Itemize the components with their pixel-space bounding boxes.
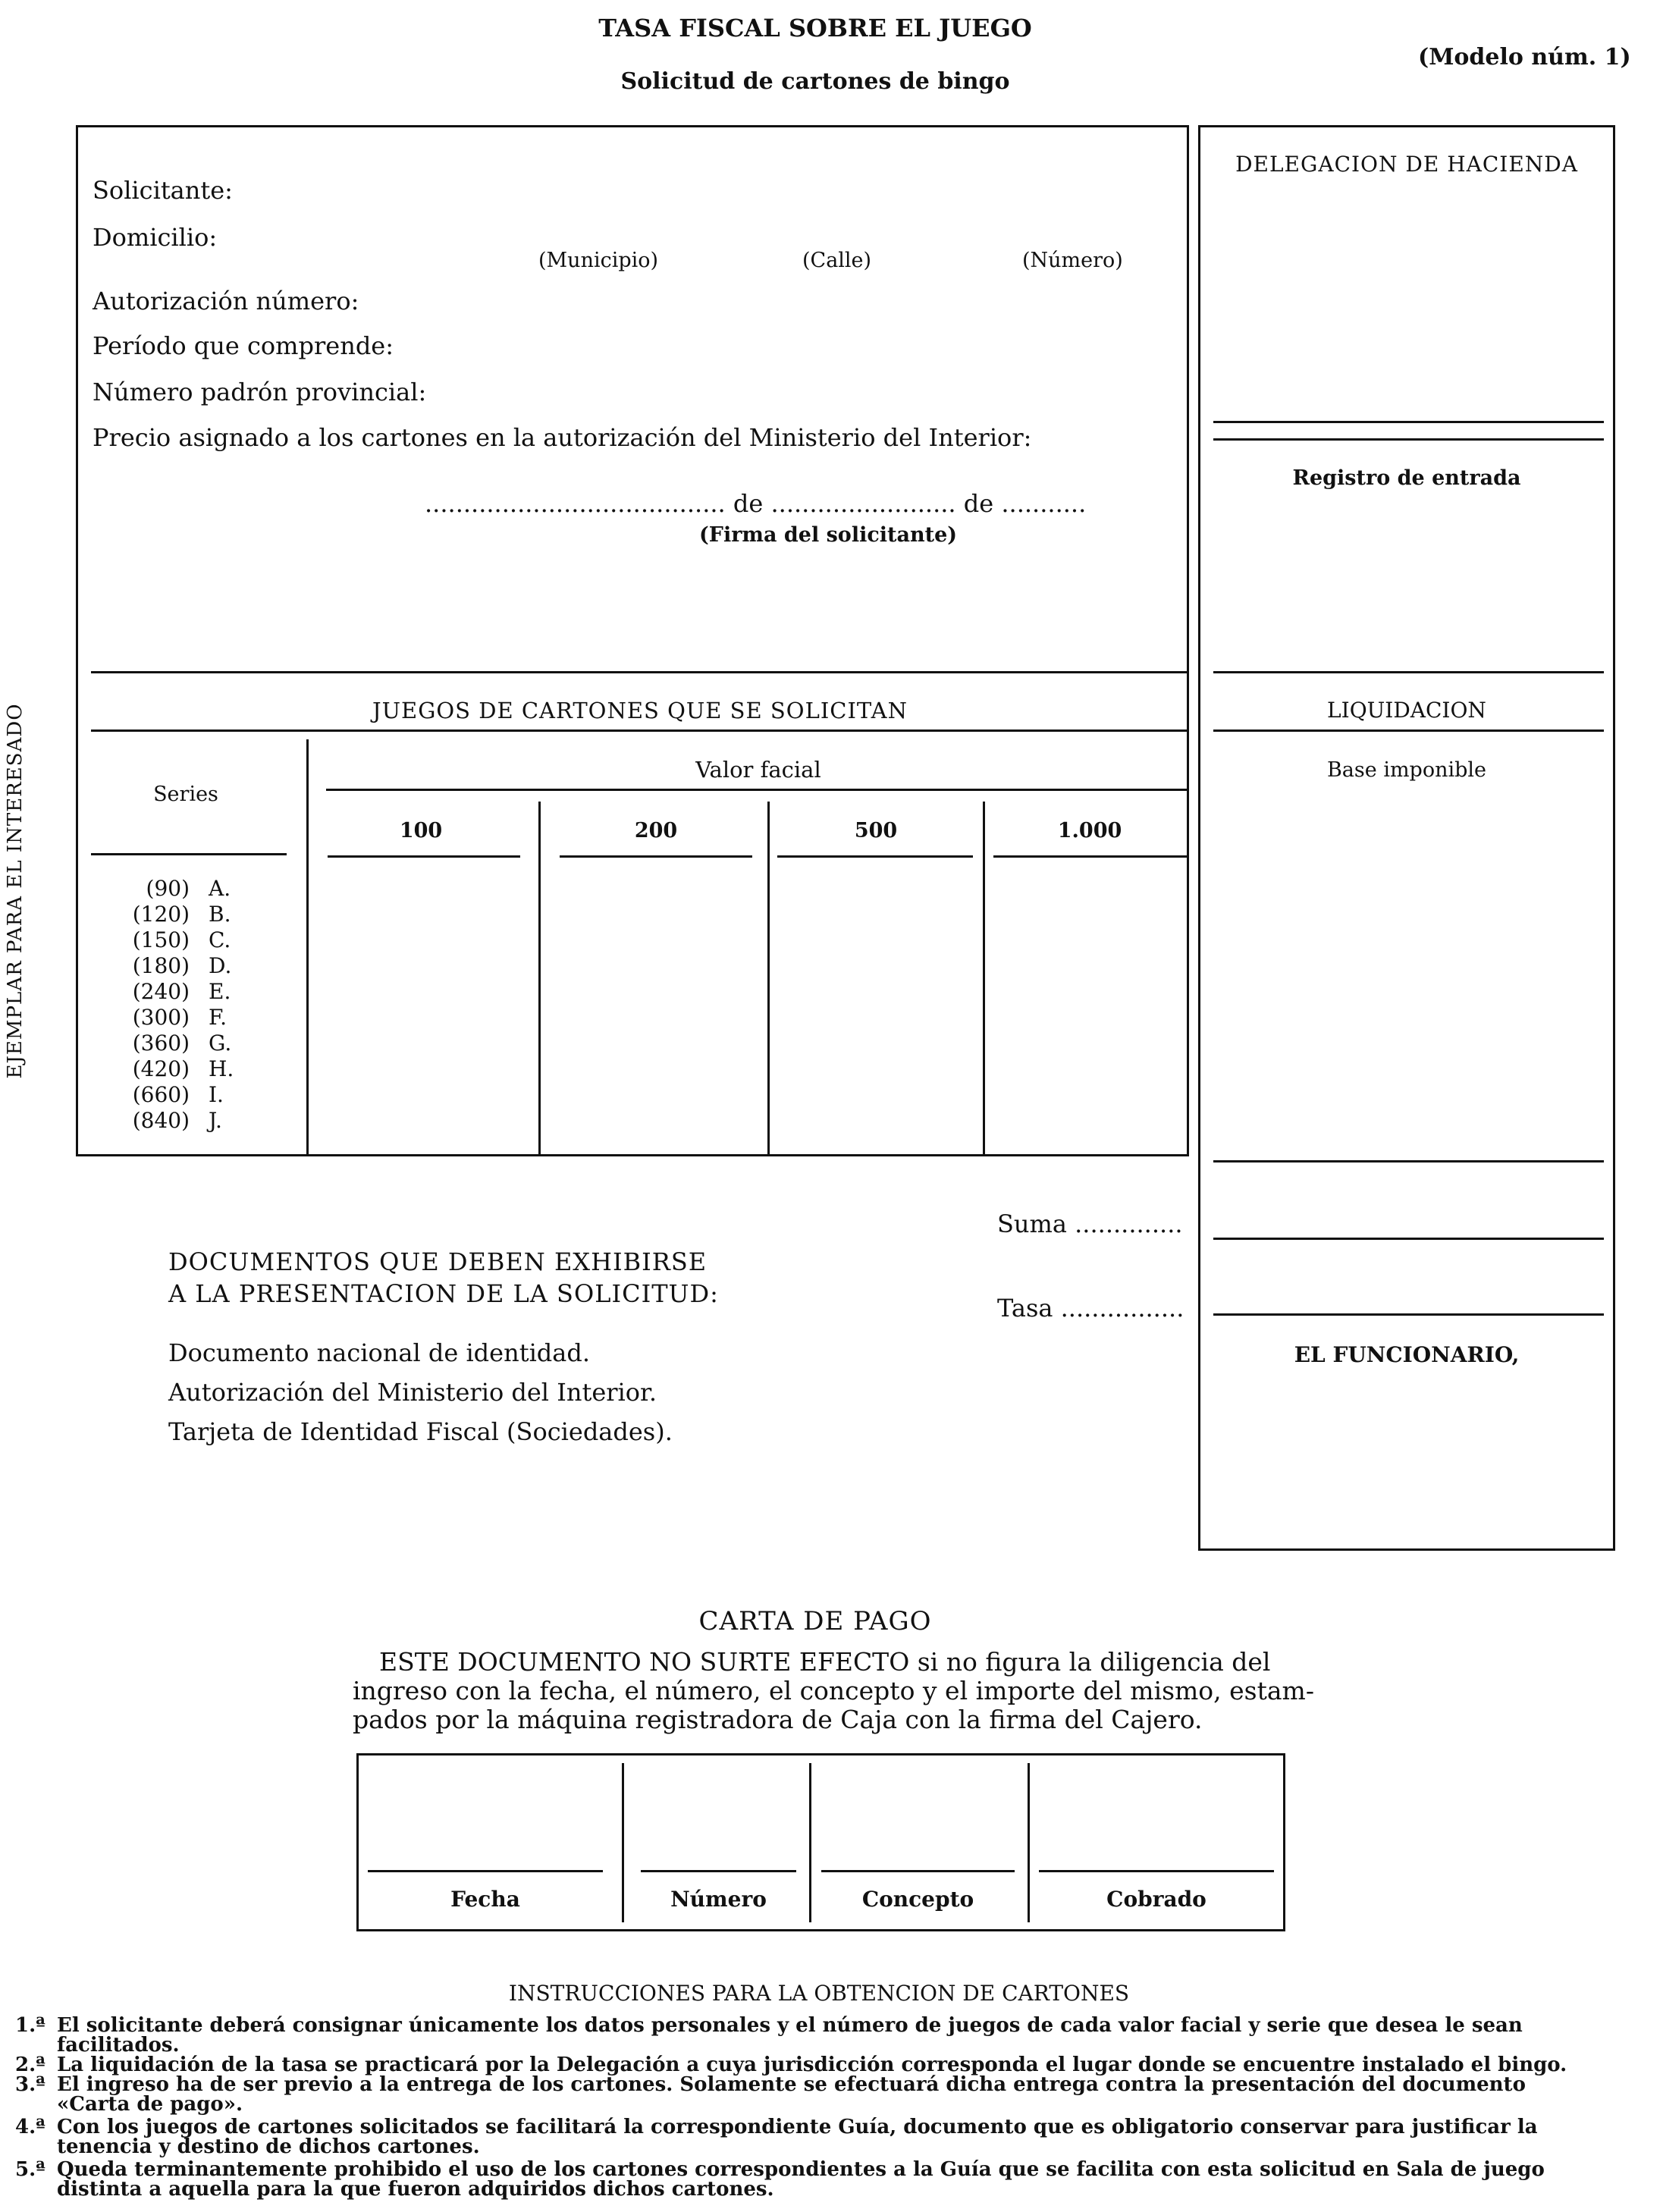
column-divider	[538, 802, 541, 1155]
numero-label: Número	[670, 1887, 767, 1912]
instruction-item	[15, 2016, 1646, 2055]
instruction-item	[15, 2075, 1646, 2114]
instruction-number: 5.ª	[15, 2158, 45, 2181]
series-row	[106, 1005, 243, 1031]
carta-text: pados por la máquina registradora de Caja con la firma del Cajero.	[353, 1705, 1203, 1734]
value-header: 100	[399, 819, 443, 842]
concepto-label: Concepto	[861, 1887, 974, 1912]
series-row	[106, 979, 243, 1005]
cobrado-label: Cobrado	[1106, 1887, 1206, 1912]
model-number: (Modelo núm. 1)	[1418, 44, 1631, 71]
municipio-caption: (Municipio)	[538, 249, 659, 272]
instruction-number: 2.ª	[15, 2054, 45, 2076]
form-subtitle: Solicitud de cartones de bingo	[620, 68, 1010, 95]
instruction-number: 3.ª	[15, 2073, 45, 2096]
series-letter: I.	[209, 1082, 224, 1107]
divider	[641, 1870, 796, 1872]
suma-line: Suma ..............	[997, 1210, 1183, 1238]
documento-item: Tarjeta de Identidad Fiscal (Sociedades).	[168, 1417, 673, 1446]
divider	[993, 855, 1188, 858]
instrucciones-heading: INSTRUCCIONES PARA LA OBTENCION DE CARTONES	[508, 1981, 1130, 2006]
value-header: 500	[854, 819, 898, 842]
divider	[91, 853, 287, 855]
series-number: (120)	[132, 902, 190, 927]
carta-text: ESTE DOCUMENTO NO SURTE EFECTO si no figura la diligencia del	[379, 1647, 1271, 1677]
series-number: (840)	[132, 1108, 190, 1133]
series-row	[106, 1082, 243, 1108]
padron-label: Número padrón provincial:	[93, 378, 427, 406]
numero-caption: (Número)	[1022, 249, 1123, 272]
instruction-number: 1.ª	[15, 2014, 45, 2037]
side-label: EJEMPLAR PARA EL INTERESADO	[4, 703, 27, 1079]
documento-item: Documento nacional de identidad.	[168, 1338, 591, 1367]
precio-label: Precio asignado a los cartones en la autorización del Ministerio del Interior:	[93, 423, 1032, 452]
series-row	[106, 927, 243, 953]
valor-facial-label: Valor facial	[695, 757, 821, 783]
series-letter: B.	[209, 902, 231, 927]
divider	[777, 855, 973, 858]
documentos-heading: DOCUMENTOS QUE DEBEN EXHIBIRSE	[168, 1247, 708, 1276]
series-divider	[306, 739, 309, 1155]
firma-caption: (Firma del solicitante)	[699, 523, 958, 547]
series-number: (240)	[132, 979, 190, 1004]
divider	[368, 1870, 603, 1872]
divider	[1213, 1160, 1604, 1162]
series-number: (420)	[132, 1056, 190, 1081]
column-divider	[622, 1763, 624, 1922]
instruction-item	[15, 2055, 1646, 2075]
autorizacion-label: Autorización número:	[93, 287, 359, 315]
form-title: TASA FISCAL SOBRE EL JUEGO	[598, 14, 1032, 42]
series-row	[106, 876, 243, 902]
value-header: 200	[634, 819, 678, 842]
applicant-box	[76, 125, 1189, 1156]
series-row	[106, 1108, 243, 1134]
documentos-heading: A LA PRESENTACION DE LA SOLICITUD:	[168, 1279, 719, 1308]
carta-text: ingreso con la fecha, el número, el concepto y el importe del mismo, estam-	[353, 1676, 1314, 1705]
series-letter: H.	[209, 1056, 234, 1081]
column-divider	[983, 802, 985, 1155]
registro-label: Registro de entrada	[1292, 466, 1521, 490]
instruction-text: Con los juegos de cartones solicitados se facilitará la correspondiente Guía, documento que es obligatorio conservar para justificar la tenencia y destino de dichos cartones.	[57, 2116, 1538, 2158]
value-header: 1.000	[1057, 819, 1122, 842]
series-list	[106, 876, 243, 1134]
instruction-item	[15, 2160, 1646, 2199]
series-label: Series	[153, 783, 218, 806]
divider	[1213, 1313, 1604, 1316]
base-imponible-label: Base imponible	[1326, 758, 1487, 782]
column-divider	[767, 802, 770, 1155]
documento-item: Autorización del Ministerio del Interior.	[168, 1378, 657, 1407]
series-row	[106, 902, 243, 927]
domicilio-label: Domicilio:	[93, 223, 218, 252]
divider	[1213, 1238, 1604, 1240]
instruction-text: Queda terminantemente prohibido el uso de los cartones correspondientes a la Guía que se facilita con esta solicitud en Sala de juego distinta a aquella para la que fueron adquiridos dichos cartones.	[57, 2158, 1545, 2201]
column-divider	[809, 1763, 811, 1922]
hacienda-panel	[1198, 125, 1615, 1551]
divider	[560, 855, 752, 858]
series-letter: J.	[209, 1108, 222, 1133]
series-number: (660)	[132, 1082, 190, 1107]
series-row	[106, 1031, 243, 1056]
series-letter: A.	[209, 876, 231, 901]
series-row	[106, 1056, 243, 1082]
calle-caption: (Calle)	[802, 249, 872, 272]
divider	[326, 789, 1189, 791]
series-number: (300)	[132, 1005, 190, 1030]
column-divider	[1028, 1763, 1030, 1922]
instruction-number: 4.ª	[15, 2116, 45, 2138]
tasa-line: Tasa ................	[997, 1294, 1184, 1322]
divider	[91, 671, 1189, 673]
divider	[328, 855, 520, 858]
instruction-text: La liquidación de la tasa se practicará por la Delegación a cuya jurisdicción corresponda el lugar donde se encuentre instalado el bingo.	[57, 2054, 1567, 2076]
series-letter: F.	[209, 1005, 227, 1030]
funcionario-label: EL FUNCIONARIO,	[1294, 1342, 1520, 1367]
instruction-text: El ingreso ha de ser previo a la entrega de los cartones. Solamente se efectuará dicha entrega contra la presentación del documento «Carta de pago».	[57, 2073, 1526, 2116]
carta-heading: CARTA DE PAGO	[698, 1606, 932, 1636]
fecha-label: Fecha	[450, 1887, 520, 1912]
divider	[91, 729, 1189, 732]
divider	[821, 1870, 1015, 1872]
divider	[1039, 1870, 1274, 1872]
series-number: (180)	[132, 953, 190, 978]
series-letter: E.	[209, 979, 231, 1004]
divider	[1213, 438, 1604, 441]
series-row	[106, 953, 243, 979]
series-number: (90)	[146, 876, 190, 901]
series-number: (150)	[132, 927, 190, 952]
divider	[1213, 729, 1604, 732]
divider	[1213, 421, 1604, 423]
periodo-label: Período que comprende:	[93, 331, 394, 360]
divider	[1213, 671, 1604, 673]
instruction-item	[15, 2117, 1646, 2157]
delegacion-label: DELEGACION DE HACIENDA	[1235, 152, 1578, 177]
series-letter: C.	[209, 927, 231, 952]
date-line: ....................................... de ........................ de ...........	[425, 489, 1087, 518]
series-letter: G.	[209, 1031, 232, 1056]
instruction-text: El solicitante deberá consignar únicamente los datos personales y el número de juegos de cada valor facial y serie que desea le sean facilitados.	[57, 2014, 1523, 2057]
series-letter: D.	[209, 953, 232, 978]
liquidacion-label: LIQUIDACION	[1327, 698, 1486, 723]
juegos-heading: JUEGOS DE CARTONES QUE SE SOLICITAN	[372, 698, 908, 723]
series-number: (360)	[132, 1031, 190, 1056]
solicitante-label: Solicitante:	[93, 176, 233, 205]
